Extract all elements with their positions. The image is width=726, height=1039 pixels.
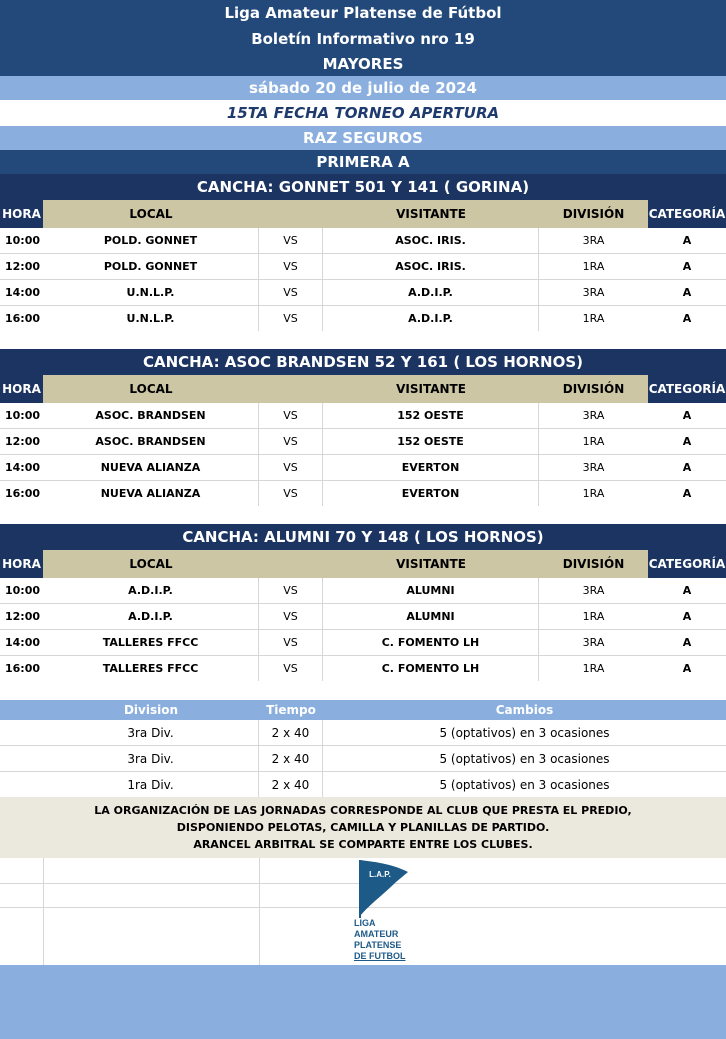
match-time: 16:00 [5,662,41,675]
col-local: LOCAL [129,207,173,221]
match-time: 16:00 [5,487,41,500]
match-row [0,630,726,656]
grid-divider [43,858,44,965]
match-row [0,429,726,455]
vs-label: VS [259,656,323,681]
match-category: A [682,662,692,675]
away-team: ALUMNI [323,578,539,603]
away-team: 152 OESTE [323,429,539,454]
table-header [0,200,726,228]
col-division: DIVISIÓN [562,207,625,221]
rules-division: 3ra Div. [43,720,259,745]
rules-col-tiempo: Tiempo [266,703,316,717]
match-division: 3RA [582,286,605,299]
match-time: 12:00 [5,260,41,273]
vs-label: VS [259,280,323,305]
away-team: C. FOMENTO LH [323,656,539,681]
vs-label: VS [259,228,323,253]
match-division: 1RA [582,435,605,448]
away-team: 152 OESTE [323,403,539,428]
match-time: 16:00 [5,312,41,325]
match-division: 3RA [582,409,605,422]
col-hora: HORA [0,550,43,578]
bulletin-number: Boletín Informativo nro 19 [0,26,726,52]
logo-line: PLATENSE [354,940,402,950]
match-time: 12:00 [5,435,41,448]
col-hora: HORA [0,200,43,228]
home-team: TALLERES FFCC [43,656,259,681]
match-row [0,455,726,481]
col-categoria: CATEGORÍA [648,375,726,403]
match-division: 3RA [582,636,605,649]
match-time: 10:00 [5,409,41,422]
home-team: U.N.L.P. [43,280,259,305]
vs-label: VS [259,403,323,428]
rules-time: 2 x 40 [259,772,323,797]
match-time: 10:00 [5,584,41,597]
match-category: A [682,610,692,623]
col-visitante: VISITANTE [396,382,466,396]
match-category: A [682,260,692,273]
away-team: EVERTON [323,455,539,480]
away-team: A.D.I.P. [323,306,539,331]
rules-col-cambios: Cambios [495,703,554,717]
match-row [0,604,726,630]
match-row [0,403,726,429]
logo-flag-text: L.A.P. [369,870,391,879]
rules-header [0,700,726,720]
match-time: 14:00 [5,461,41,474]
vs-label: VS [259,455,323,480]
col-local: LOCAL [129,382,173,396]
match-category: A [682,409,692,422]
rules-substitutions: 5 (optativos) en 3 ocasiones [439,725,610,740]
home-team: A.D.I.P. [43,578,259,603]
venue-title: CANCHA: ALUMNI 70 Y 148 ( LOS HORNOS) [0,524,726,550]
match-division: 1RA [582,260,605,273]
match-division: 1RA [582,610,605,623]
home-team: ASOC. BRANDSEN [43,403,259,428]
rules-division: 3ra Div. [43,746,259,771]
match-category: A [682,636,692,649]
grid-divider [259,858,260,965]
rules-time: 2 x 40 [259,746,323,771]
col-visitante: VISITANTE [396,557,466,571]
logo-line: DE FUTBOL [354,951,406,961]
home-team: POLD. GONNET [43,254,259,279]
match-time: 12:00 [5,610,41,623]
vs-label: VS [259,481,323,506]
match-time: 10:00 [5,234,41,247]
home-team: TALLERES FFCC [43,630,259,655]
vs-label: VS [259,254,323,279]
col-hora: HORA [0,375,43,403]
logo-line: AMATEUR [354,929,399,939]
footer-band [0,965,726,1039]
notice-line: DISPONIENDO PELOTAS, CAMILLA Y PLANILLAS DE PARTIDO. [176,821,550,834]
away-team: ALUMNI [323,604,539,629]
match-category: A [682,584,692,597]
rules-row [0,746,726,772]
notice-line: ARANCEL ARBITRAL SE COMPARTE ENTRE LOS CLUBES. [193,838,533,851]
category-title: MAYORES [0,52,726,76]
home-team: A.D.I.P. [43,604,259,629]
rules-col-division: Division [123,703,179,717]
match-row [0,578,726,604]
match-division: 1RA [582,662,605,675]
match-category: A [682,461,692,474]
match-category: A [682,286,692,299]
col-local: LOCAL [129,557,173,571]
home-team: POLD. GONNET [43,228,259,253]
rules-row [0,720,726,746]
match-date: sábado 20 de julio de 2024 [0,76,726,100]
rules-substitutions: 5 (optativos) en 3 ocasiones [439,777,610,792]
match-row [0,656,726,682]
col-division: DIVISIÓN [562,557,625,571]
table-header [0,550,726,578]
away-team: A.D.I.P. [323,280,539,305]
match-category: A [682,312,692,325]
division-title: PRIMERA A [0,150,726,174]
vs-label: VS [259,578,323,603]
home-team: NUEVA ALIANZA [43,481,259,506]
venue-title: CANCHA: ASOC BRANDSEN 52 Y 161 ( LOS HORNOS) [0,349,726,375]
vs-label: VS [259,306,323,331]
logo-wordmark [354,918,406,962]
match-division: 3RA [582,234,605,247]
away-team: ASOC. IRIS. [323,254,539,279]
match-row [0,254,726,280]
logo-line: LIGA [354,918,376,928]
rules-substitutions: 5 (optativos) en 3 ocasiones [439,751,610,766]
rules-row [0,772,726,798]
tournament-round: 15TA FECHA TORNEO APERTURA [226,104,500,122]
organization-notice [0,797,726,858]
match-category: A [682,435,692,448]
match-category: A [682,234,692,247]
rules-division: 1ra Div. [43,772,259,797]
col-categoria: CATEGORÍA [648,550,726,578]
col-division: DIVISIÓN [562,382,625,396]
col-visitante: VISITANTE [396,207,466,221]
match-row [0,228,726,254]
sponsor-title: RAZ SEGUROS [0,126,726,150]
league-title: Liga Amateur Platense de Fútbol [0,0,726,26]
notice-line: LA ORGANIZACIÓN DE LAS JORNADAS CORRESPONDE AL CLUB QUE PRESTA EL PREDIO, [94,804,632,817]
away-team: ASOC. IRIS. [323,228,539,253]
home-team: ASOC. BRANDSEN [43,429,259,454]
match-time: 14:00 [5,636,41,649]
match-time: 14:00 [5,286,41,299]
col-categoria: CATEGORÍA [648,200,726,228]
pennant-flag [360,860,408,916]
table-header [0,375,726,403]
vs-label: VS [259,630,323,655]
vs-label: VS [259,429,323,454]
match-division: 3RA [582,584,605,597]
home-team: U.N.L.P. [43,306,259,331]
vs-label: VS [259,604,323,629]
match-division: 3RA [582,461,605,474]
venue-title: CANCHA: GONNET 501 Y 141 ( GORINA) [0,174,726,200]
match-row [0,280,726,306]
home-team: NUEVA ALIANZA [43,455,259,480]
match-division: 1RA [582,487,605,500]
rules-time: 2 x 40 [259,720,323,745]
match-row [0,481,726,507]
match-row [0,306,726,332]
match-category: A [682,487,692,500]
away-team: EVERTON [323,481,539,506]
match-division: 1RA [582,312,605,325]
away-team: C. FOMENTO LH [323,630,539,655]
